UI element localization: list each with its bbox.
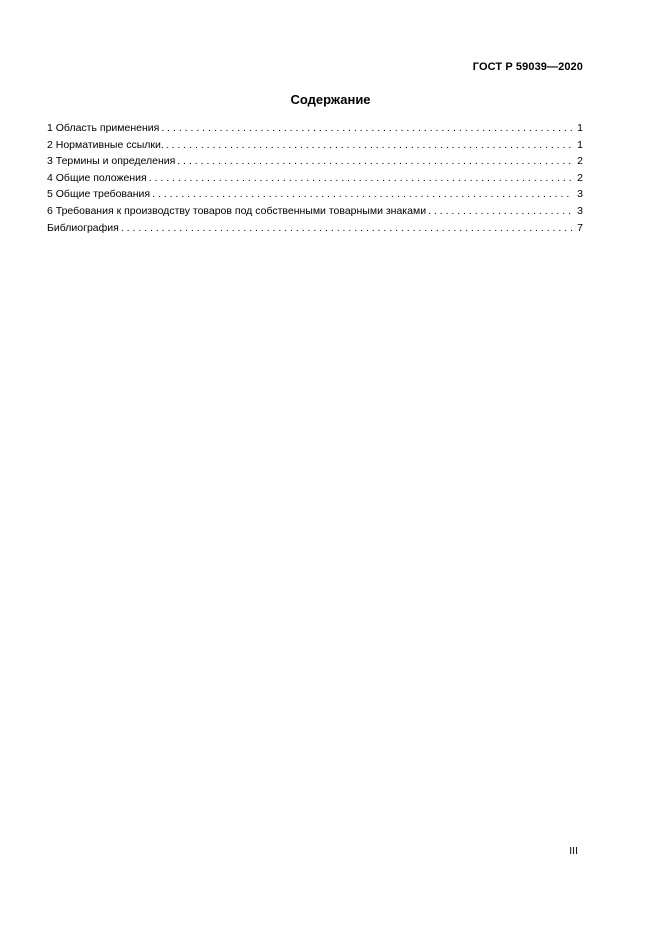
toc-entry-bibliography[interactable] bbox=[47, 220, 583, 237]
toc-entry-label: 1 Область применения bbox=[47, 122, 160, 134]
toc-dot-leader bbox=[121, 220, 573, 237]
toc-entry-page: 7 bbox=[577, 221, 583, 234]
toc-entry-label: 6 Требования к производству товаров под собственными товарными знаками bbox=[47, 204, 427, 217]
table-of-contents bbox=[47, 120, 583, 236]
toc-entry-page: 1 bbox=[577, 138, 583, 151]
toc-entry-normative-references[interactable] bbox=[47, 137, 583, 154]
toc-entry-label: 4 Общие положения bbox=[47, 171, 147, 184]
toc-dot-leader bbox=[428, 203, 573, 220]
toc-entry-page: 1 bbox=[577, 122, 583, 134]
toc-title: Содержание bbox=[290, 92, 371, 107]
toc-entry-page: 2 bbox=[577, 155, 583, 168]
document-code: ГОСТ Р 59039—2020 bbox=[472, 61, 583, 73]
toc-entry-general-requirements[interactable] bbox=[47, 186, 583, 203]
toc-entry-private-label-requirements[interactable] bbox=[47, 203, 583, 220]
toc-entry-label: 3 Термины и определения bbox=[47, 155, 176, 168]
toc-dot-leader bbox=[152, 186, 573, 203]
toc-dot-leader bbox=[161, 120, 573, 137]
toc-entry-page: 3 bbox=[577, 188, 583, 201]
toc-entry-label: Библиография bbox=[47, 221, 119, 234]
toc-dot-leader bbox=[177, 153, 573, 170]
toc-entry-label: 2 Нормативные ссылки. bbox=[47, 138, 164, 151]
toc-dot-leader bbox=[149, 170, 573, 187]
page-number: III bbox=[569, 845, 578, 857]
toc-entry-terms-definitions[interactable] bbox=[47, 153, 583, 170]
toc-entry-scope[interactable] bbox=[47, 120, 583, 137]
toc-entry-general-provisions[interactable] bbox=[47, 170, 583, 187]
toc-dot-leader bbox=[166, 137, 573, 154]
toc-entry-page: 3 bbox=[577, 204, 583, 217]
toc-entry-label: 5 Общие требования bbox=[47, 188, 151, 201]
toc-entry-page: 2 bbox=[577, 171, 583, 184]
